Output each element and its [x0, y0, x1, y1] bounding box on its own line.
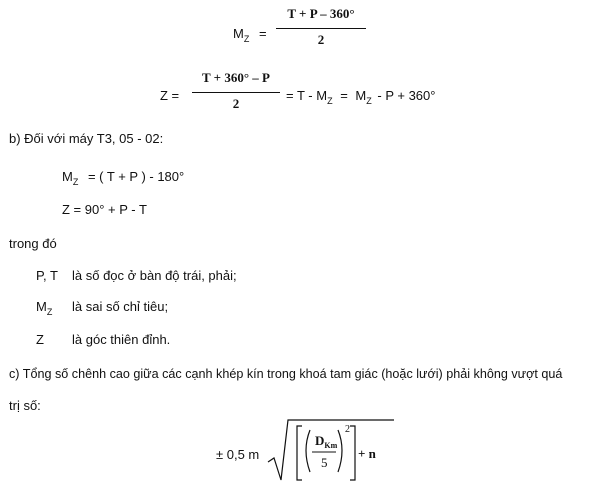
formula-mz-fraction-bar	[276, 28, 366, 29]
right-paren	[338, 430, 342, 472]
definition-desc-pt: là số đọc ở bàn độ trái, phải;	[72, 268, 237, 283]
formula-z-rhs: = $T - M_Z = M_Z - P + 360^\circ$	[286, 88, 436, 106]
tolerance-exp: 2	[345, 424, 350, 435]
definition-desc-mz: là sai số chỉ tiêu;	[72, 299, 169, 314]
definitions-intro: trong đó	[9, 236, 57, 251]
definition-desc-z: là góc thiên đỉnh.	[72, 332, 171, 347]
tolerance-prefix: ± 0,5 m	[216, 447, 260, 462]
formula-z-denominator: 2	[232, 96, 240, 111]
definition-symbol-z: Z	[36, 332, 44, 347]
left-paren	[306, 430, 310, 472]
tolerance-radical	[266, 418, 396, 484]
section-b-heading: b) Đối với máy T3, 05 - 02:	[9, 131, 164, 146]
formula-z-numerator: T + 360° – P	[202, 70, 270, 85]
tolerance-plus-n: + n	[358, 446, 376, 461]
left-bracket	[297, 426, 302, 480]
section-b-mz-formula: $M_Z$ = ( T + P ) - 180°	[62, 169, 185, 187]
tolerance-d: $D_{Km}$	[315, 433, 338, 450]
section-c-line1: c) Tổng số chênh cao giữa các cạnh khép kín trong khoá tam giác (hoặc lưới) phải không vượt quá	[9, 367, 563, 381]
section-b-z-formula: Z = 90° + P - T	[62, 202, 147, 217]
tolerance-den: 5	[321, 455, 328, 470]
formula-mz-denominator: 2	[317, 32, 325, 47]
formula-mz-numerator: T + P – 360°	[287, 6, 355, 21]
right-bracket	[350, 426, 355, 480]
formula-mz-lhs: $M_Z$ =	[233, 26, 267, 44]
definition-symbol-pt: P, T	[36, 268, 58, 283]
formula-z-lhs: Z =	[160, 88, 180, 103]
section-c-line2: trị số:	[9, 398, 41, 413]
definition-symbol-mz: $M_Z$	[36, 299, 53, 317]
formula-z-fraction-bar	[192, 92, 280, 93]
